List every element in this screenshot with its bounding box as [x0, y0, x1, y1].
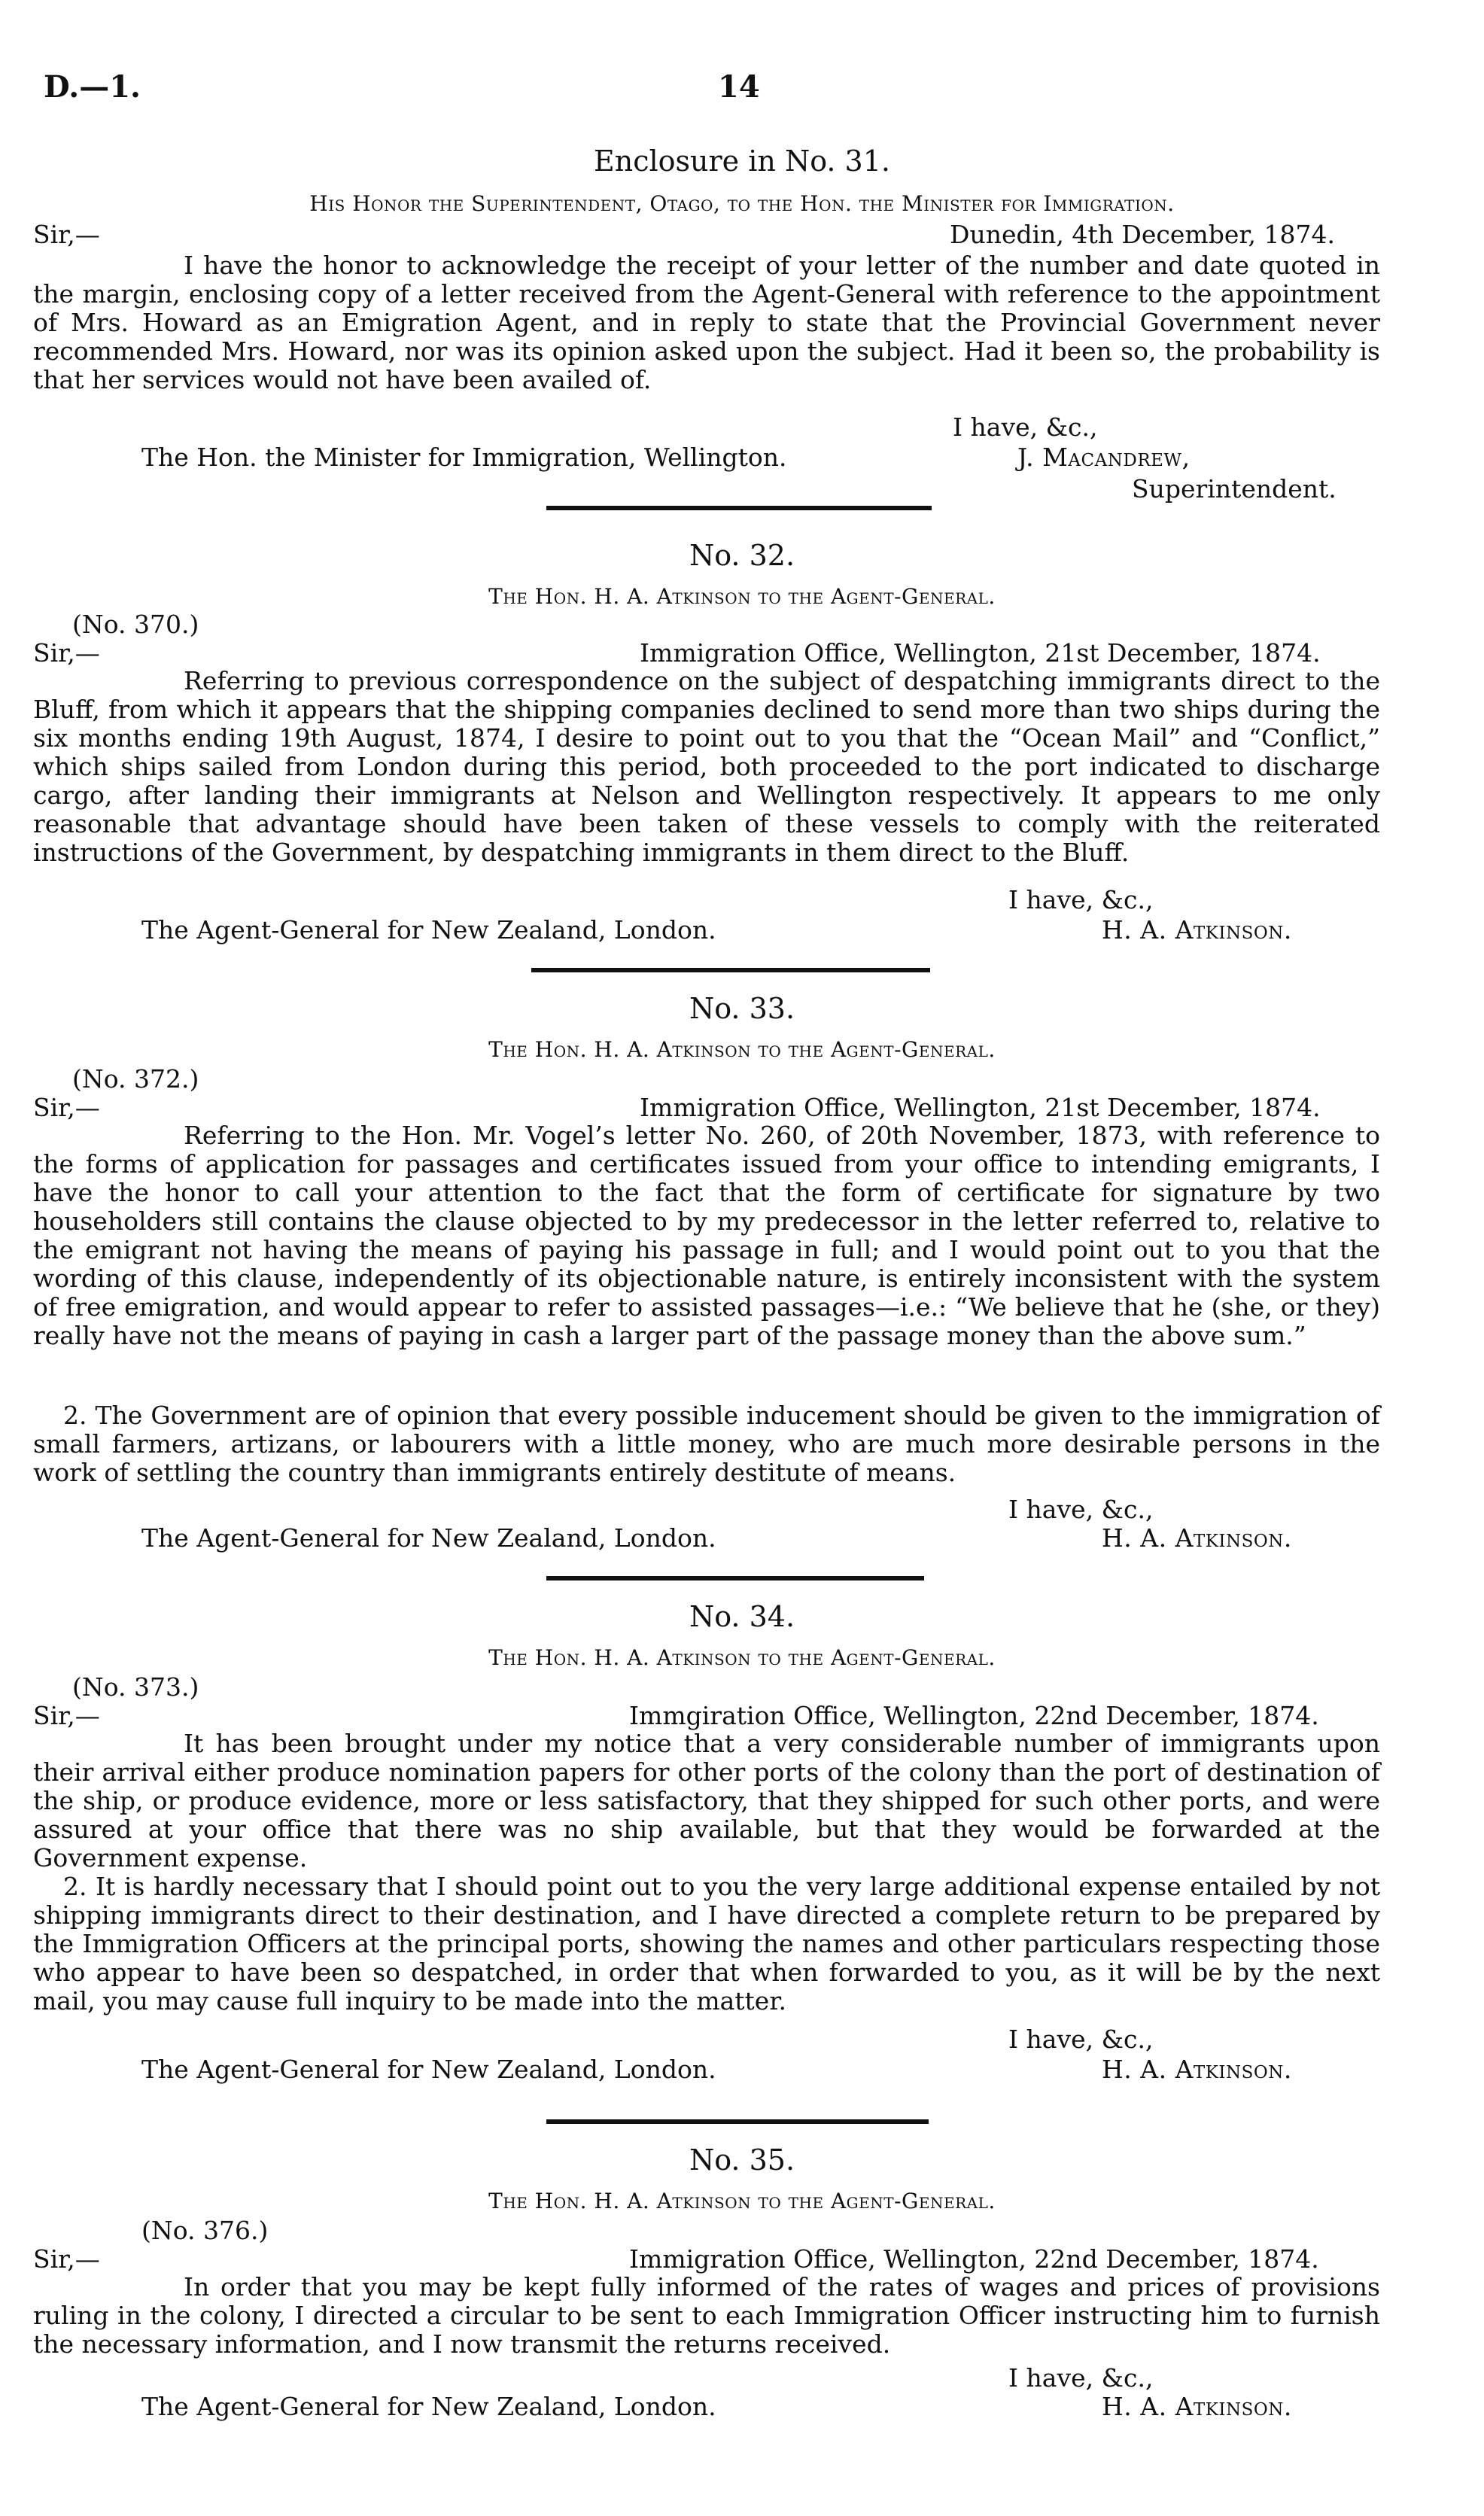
section-title: Enclosure in No. 31.: [594, 145, 890, 178]
closing: I have, &c.,: [1008, 2025, 1154, 2054]
salutation: Sir,—: [33, 1093, 100, 1122]
letter-reference: (No. 370.): [72, 610, 199, 639]
section-divider: [546, 2119, 929, 2124]
section-title: No. 32.: [689, 539, 795, 572]
dateline: Immigration Office, Wellington, 21st December, 1874.: [640, 1093, 1321, 1122]
addressee: The Agent-General for New Zealand, London.: [141, 2392, 716, 2421]
section-subtitle: The Hon. H. A. Atkinson to the Agent-General.: [488, 584, 996, 609]
section-divider: [546, 506, 932, 510]
section-title: No. 33.: [689, 992, 795, 1025]
letter-paragraph: In order that you may be kept fully informed of the rates of wages and prices of provisions ruling in the colony, I directed a circular to be sent to each Immigration Officer instructing him to furnish the necessary information, and I now transmit the returns received.: [33, 2272, 1380, 2359]
dateline: Immgiration Office, Wellington, 22nd December, 1874.: [629, 1701, 1319, 1730]
section-subtitle: His Honor the Superintendent, Otago, to the Hon. the Minister for Immigration.: [309, 191, 1175, 216]
signature: J. Macandrew,: [1017, 443, 1191, 472]
signature: H. A. Atkinson.: [1102, 915, 1292, 945]
section-subtitle: The Hon. H. A. Atkinson to the Agent-General.: [488, 1037, 996, 1062]
letter-reference: (No. 373.): [72, 1672, 199, 1702]
section-subtitle: The Hon. H. A. Atkinson to the Agent-General.: [488, 2189, 996, 2213]
signature: H. A. Atkinson.: [1102, 2055, 1292, 2084]
letter-paragraph: Referring to the Hon. Mr. Vogel’s letter No. 260, of 20th November, 1873, with reference to the forms of application for passages and certificates issued from your office to intending emigrants, I have the honor to call your attention to the fact that the form of certificate for signature by two householders still contains the clause objected to by my predecessor in the letter referred to, relative to the emigrant not having the means of paying his passage in full; and I would point out to you that the wording of this clause, independently of its objectionable nature, is entirely inconsistent with the system of free emigration, and would appear to refer to assisted passages—i.e.: “We believe that he (she, or they) really have not the means of paying in cash a larger part of the passage money than the above sum.”: [33, 1121, 1380, 1350]
signature: H. A. Atkinson.: [1102, 2392, 1292, 2421]
closing: I have, &c.,: [1008, 1495, 1154, 1524]
letter-paragraph: It has been brought under my notice that a very considerable number of immigrants upon their arrival either produce nomination papers for other ports of the colony than the port of destination of the ship, or produce evidence, more or less satisfactory, that they shipped for such other ports, and were assured at your office that there was no ship available, but that they would be forwarded at the Government expense.: [33, 1729, 1380, 1873]
document-reference: D.—1.: [44, 69, 141, 105]
letter-reference: (No. 372.): [72, 1064, 199, 1094]
dateline: Immigration Office, Wellington, 22nd December, 1874.: [629, 2244, 1319, 2274]
addressee: The Agent-General for New Zealand, London.: [141, 2055, 716, 2084]
dateline: Dunedin, 4th December, 1874.: [950, 220, 1335, 249]
section-subtitle: The Hon. H. A. Atkinson to the Agent-General.: [488, 1645, 996, 1670]
closing: I have, &c.,: [953, 412, 1098, 442]
signature: H. A. Atkinson.: [1102, 1523, 1292, 1553]
addressee: The Hon. the Minister for Immigration, Wellington.: [141, 443, 787, 472]
salutation: Sir,—: [33, 638, 100, 668]
addressee: The Agent-General for New Zealand, London.: [141, 1523, 716, 1553]
closing: I have, &c.,: [1008, 885, 1154, 914]
section-divider: [546, 1576, 924, 1580]
salutation: Sir,—: [33, 1701, 100, 1730]
salutation: Sir,—: [33, 220, 100, 249]
letter-paragraph: I have the honor to acknowledge the receipt of your letter of the number and date quoted in the margin, enclosing copy of a letter received from the Agent-General with reference to the appointment of Mrs. Howard as an Emigration Agent, and in reply to state that the Provincial Government never recommended Mrs. Howard, nor was its opinion asked upon the subject. Had it been so, the probability is that her services would not have been availed of.: [33, 251, 1380, 394]
salutation: Sir,—: [33, 2244, 100, 2274]
addressee: The Agent-General for New Zealand, London.: [141, 915, 716, 945]
letter-paragraph: 2. The Government are of opinion that every possible inducement should be given to the immigration of small farmers, artizans, or labourers with a little money, who are much more desirable persons in the work of settling the country than immigrants entirely destitute of means.: [33, 1401, 1380, 1487]
letter-paragraph: 2. It is hardly necessary that I should point out to you the very large additional expense entailed by not shipping immigrants direct to their destination, and I have directed a complete return to be prepared by the Immigration Officers at the principal ports, showing the names and other particulars respecting those who appear to have been so despatched, in order that when forwarded to you, as it will be by the next mail, you may cause full inquiry to be made into the matter.: [33, 1872, 1380, 2016]
section-title: No. 34.: [689, 1600, 795, 1633]
section-title: No. 35.: [689, 2143, 795, 2177]
dateline: Immigration Office, Wellington, 21st December, 1874.: [640, 638, 1321, 668]
letter-reference: (No. 376.): [141, 2216, 269, 2245]
signature-title: Superintendent.: [1132, 474, 1337, 504]
page-number: 14: [718, 69, 760, 105]
letter-paragraph: Referring to previous correspondence on the subject of despatching immigrants direct to the Bluff, from which it appears that the shipping companies declined to send more than two ships during the six months ending 19th August, 1874, I desire to point out to you that the “Ocean Mail” and “Conflict,” which ships sailed from London during this period, both proceeded to the port indicated to discharge cargo, after landing their immigrants at Nelson and Wellington respectively. It appears to me only reasonable that advantage should have been taken of these vessels to comply with the reiterated instructions of the Government, by despatching immigrants in them direct to the Bluff.: [33, 666, 1380, 867]
section-divider: [531, 968, 930, 972]
closing: I have, &c.,: [1008, 2363, 1154, 2393]
